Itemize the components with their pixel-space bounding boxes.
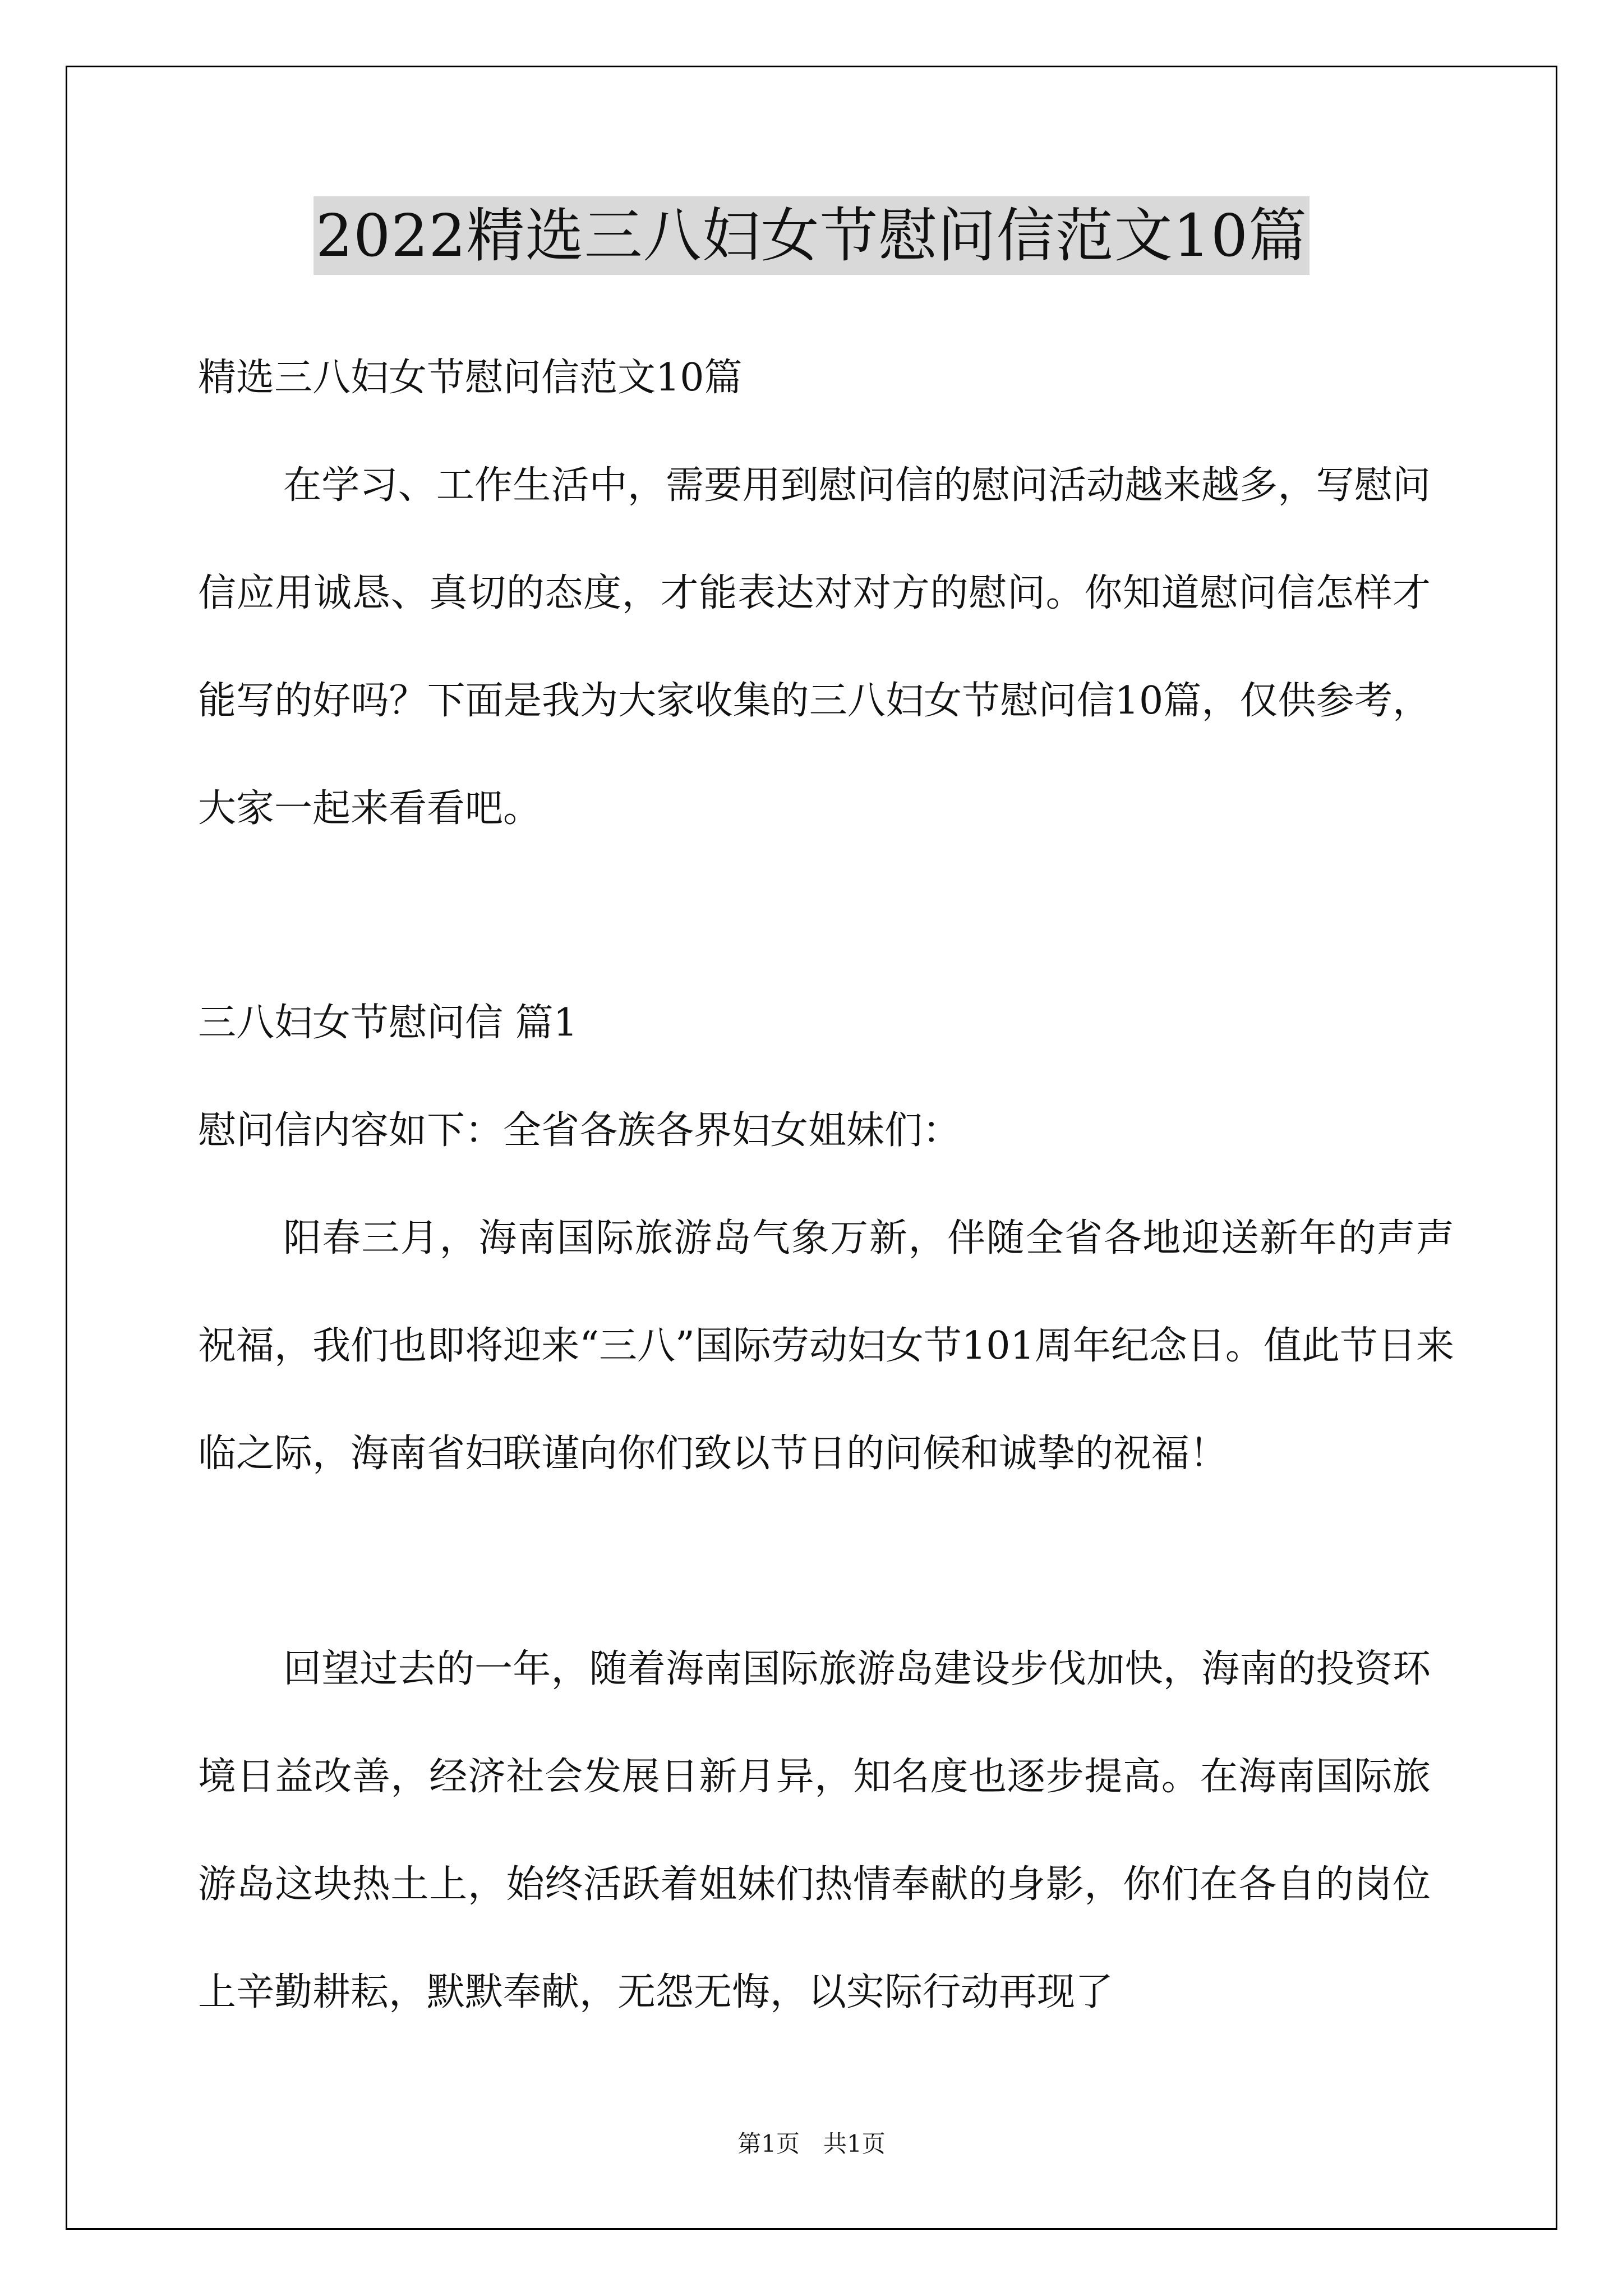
letter-paragraph-1: 阳春三月，海南国际旅游岛气象万新，伴随全省各地迎送新年的声声祝福，我们也即将迎来“三八”国际劳动妇女节101周年纪念日。值此节日来临之际，海南省妇联谨向你们致以节日的问候和诚挚的祝福！: [198, 1216, 1454, 1476]
page-number-footer: 第1页 共1页: [737, 2130, 886, 2157]
title-container: [0, 196, 1623, 275]
document-title: 2022精选三八妇女节慰问信范文10篇: [313, 196, 1310, 275]
section-heading-1: 三八妇女节慰问信 篇1: [198, 1001, 578, 1045]
letter-paragraph-2: 回望过去的一年，随着海南国际旅游岛建设步伐加快，海南的投资环境日益改善，经济社会发展日新月异，知名度也逐步提高。在海南国际旅游岛这块热土上，始终活跃着姐妹们热情奉献的身影，你们在各自的岗位上辛勤耕耘，默默奉献，无怨无悔，以实际行动再现了: [198, 1647, 1431, 2014]
letter-opening: 慰问信内容如下：全省各族各界妇女姐妹们：: [198, 1108, 961, 1153]
document-subtitle: 精选三八妇女节慰问信范文10篇: [198, 356, 743, 400]
intro-paragraph: 在学习、工作生活中，需要用到慰问信的慰问活动越来越多，写慰问信应用诚恳、真切的态度，才能表达对对方的慰问。你知道慰问信怎样才能写的好吗？下面是我为大家收集的三八妇女节慰问信10篇，仅供参考，大家一起来看看吧。: [198, 463, 1431, 831]
